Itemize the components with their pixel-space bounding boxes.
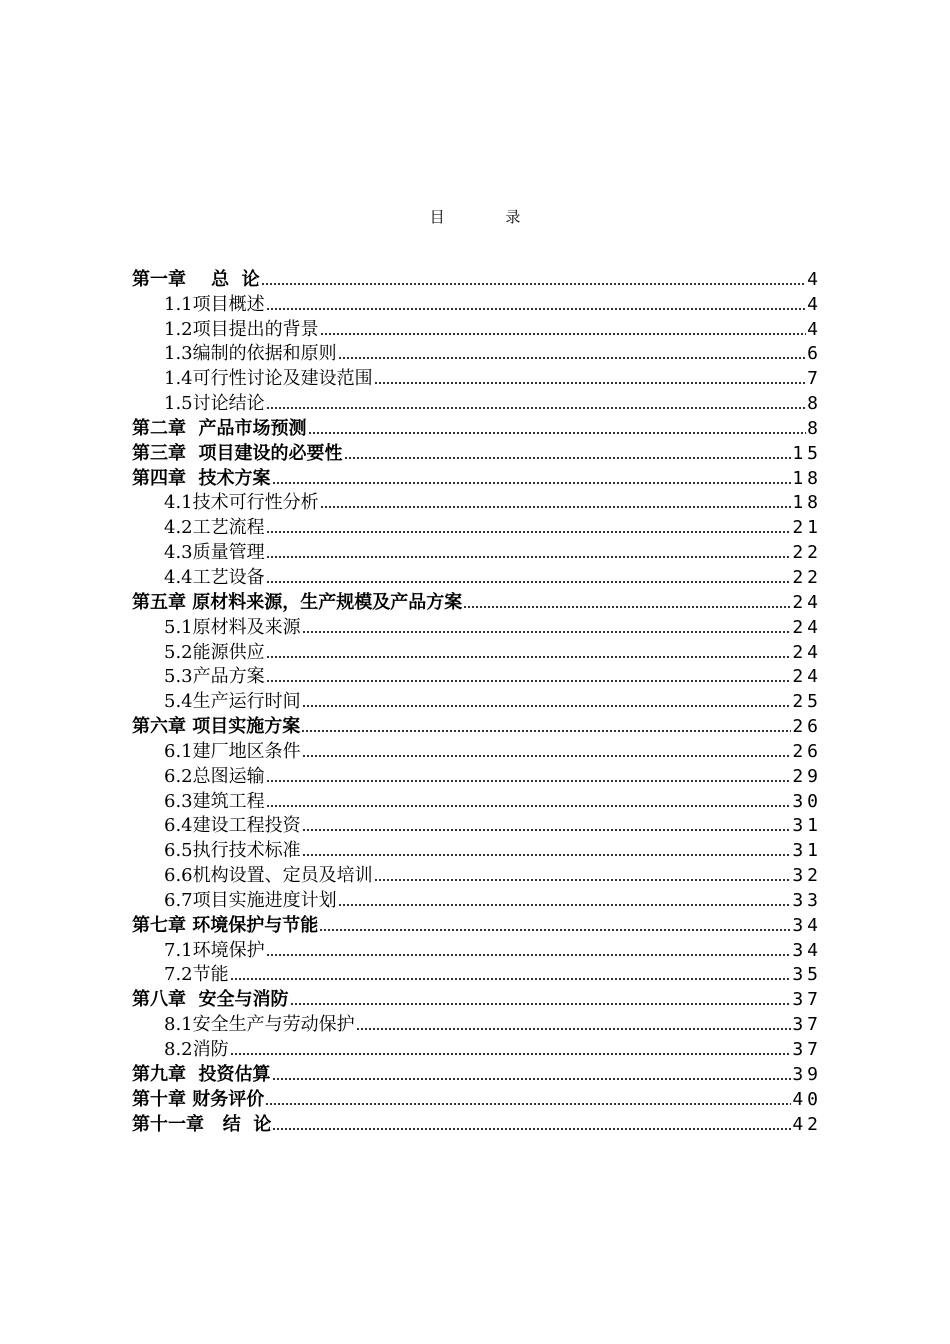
toc-section-entry[interactable] <box>132 514 822 539</box>
dot-leader <box>338 356 807 360</box>
dot-leader <box>272 1127 791 1131</box>
toc-page-number: 6 <box>807 343 822 365</box>
toc-entry-label: 1.1项目概述 <box>164 293 265 315</box>
toc-page-number: 34 <box>792 939 822 961</box>
dot-leader <box>302 754 792 758</box>
toc-entry-label: 6.7项目实施进度计划 <box>164 889 337 911</box>
toc-section-entry[interactable] <box>132 738 822 763</box>
toc-chapter-entry[interactable] <box>132 415 822 440</box>
toc-page-number: 40 <box>792 1088 822 1110</box>
toc-page-number: 31 <box>792 840 822 862</box>
dot-leader <box>290 1002 792 1006</box>
dot-leader <box>344 456 792 460</box>
toc-entry-label: 5.2能源供应 <box>164 641 265 663</box>
toc-page-number: 37 <box>792 1014 822 1036</box>
toc-section-entry[interactable] <box>132 365 822 390</box>
toc-page-number: 18 <box>792 467 822 489</box>
toc-chapter-entry[interactable] <box>132 912 822 937</box>
dot-leader <box>272 1077 792 1081</box>
dot-leader <box>320 505 792 509</box>
toc-page-number: 32 <box>792 865 822 887</box>
dot-leader <box>301 729 791 733</box>
toc-page-number: 4 <box>807 268 822 290</box>
toc-section-entry[interactable] <box>132 1036 822 1061</box>
toc-entry-label: 4.2工艺流程 <box>164 517 265 539</box>
toc-entry-label: 8.2消防 <box>164 1039 229 1060</box>
toc-chapter-entry[interactable] <box>132 1086 822 1111</box>
toc-section-entry[interactable] <box>132 341 822 366</box>
toc-page-number: 4 <box>807 318 822 340</box>
toc-entry-label: 5.3产品方案 <box>164 666 265 688</box>
toc-page-number: 25 <box>792 691 822 713</box>
toc-entry-label: 5.1原材料及来源 <box>164 616 301 638</box>
dot-leader <box>302 704 792 708</box>
toc-entry-label: 5.4生产运行时间 <box>164 691 301 713</box>
toc-entry-label: 4.3质量管理 <box>164 542 265 564</box>
toc-section-entry[interactable] <box>132 539 822 564</box>
toc-entry-label: 6.5执行技术标准 <box>164 840 301 862</box>
toc-page-number: 15 <box>792 442 822 464</box>
toc-page-number: 24 <box>792 616 822 638</box>
dot-leader <box>266 655 792 659</box>
toc-entry-label: 第二章 产品市场预测 <box>132 417 307 439</box>
toc-section-entry[interactable] <box>132 614 822 639</box>
toc-section-entry[interactable] <box>132 862 822 887</box>
toc-page-number: 39 <box>792 1063 822 1085</box>
toc-page-number: 26 <box>792 716 822 738</box>
toc-section-entry[interactable] <box>132 763 822 788</box>
toc-entry-label: 第八章 安全与消防 <box>132 989 289 1011</box>
dot-leader <box>261 282 807 286</box>
toc-entry-label: 第四章 技术方案 <box>132 467 271 489</box>
toc-chapter-entry[interactable] <box>132 986 822 1011</box>
toc-page-number: 31 <box>792 815 822 837</box>
toc-section-entry[interactable] <box>132 788 822 813</box>
toc-page-number: 29 <box>792 765 822 787</box>
dot-leader <box>338 903 792 907</box>
toc-chapter-entry[interactable] <box>132 589 822 614</box>
dot-leader <box>272 481 792 485</box>
toc-section-entry[interactable] <box>132 639 822 664</box>
dot-leader <box>374 878 792 882</box>
toc-section-entry[interactable] <box>132 664 822 689</box>
dot-leader <box>266 307 807 311</box>
toc-entry-label: 第三章 项目建设的必要性 <box>132 442 343 464</box>
dot-leader <box>266 779 792 783</box>
toc-entry-label: 4.4工艺设备 <box>164 566 265 588</box>
toc-entry-label: 第十一章 结 论 <box>132 1113 272 1135</box>
dot-leader <box>319 928 791 932</box>
toc-entry-label: 1.2项目提出的背景 <box>164 318 319 340</box>
toc-entry-label: 第十章 财务评价 <box>132 1088 265 1110</box>
toc-page-number: 24 <box>792 591 822 613</box>
dot-leader <box>320 332 807 336</box>
toc-page-number: 4 <box>807 293 822 315</box>
toc-section-entry[interactable] <box>132 291 822 316</box>
dot-leader <box>302 853 792 857</box>
toc-section-entry[interactable] <box>132 390 822 415</box>
toc-entry-label: 6.4建设工程投资 <box>164 815 301 837</box>
toc-entry-label: 4.1技术可行性分析 <box>164 492 319 514</box>
toc-section-entry[interactable] <box>132 937 822 962</box>
toc-chapter-entry[interactable] <box>132 266 822 291</box>
toc-page-number: 21 <box>792 517 822 539</box>
dot-leader <box>265 1102 791 1106</box>
toc-chapter-entry[interactable] <box>132 1061 822 1086</box>
dot-leader <box>463 605 791 609</box>
toc-entry-label: 第六章 项目实施方案 <box>132 716 301 738</box>
toc-section-entry[interactable] <box>132 316 822 341</box>
dot-leader <box>302 630 792 634</box>
dot-leader <box>374 381 807 385</box>
toc-entry-label: 第七章 环境保护与节能 <box>132 914 319 936</box>
toc-entry-label: 6.2总图运输 <box>164 765 265 787</box>
toc-entry-label: 第五章 原材料来源，生产规模及产品方案 <box>132 591 463 613</box>
toc-page-number: 8 <box>807 393 822 415</box>
toc-section-entry[interactable] <box>132 1011 822 1036</box>
toc-entry-label: 第九章 投资估算 <box>132 1063 271 1085</box>
toc-section-entry[interactable] <box>132 962 822 987</box>
toc-page-number: 24 <box>792 641 822 663</box>
toc-page-number: 42 <box>792 1113 822 1135</box>
dot-leader <box>266 804 792 808</box>
toc-entry-label: 7.2节能 <box>164 964 229 986</box>
toc-section-entry[interactable] <box>132 813 822 838</box>
toc-page-number: 37 <box>792 1039 822 1060</box>
toc-section-entry[interactable] <box>132 837 822 862</box>
dot-leader <box>266 555 792 559</box>
dot-leader <box>230 977 792 981</box>
toc-page-number: 33 <box>792 889 822 911</box>
toc-section-entry[interactable] <box>132 887 822 912</box>
toc-page-number: 34 <box>792 914 822 936</box>
toc-page-number: 18 <box>792 492 822 514</box>
toc-page-number: 24 <box>792 666 822 688</box>
dot-leader <box>356 1027 792 1031</box>
toc-chapter-entry[interactable] <box>132 465 822 490</box>
toc-section-entry[interactable] <box>132 564 822 589</box>
dot-leader <box>266 953 792 957</box>
toc-page-number: 7 <box>807 368 822 390</box>
toc-page-number: 35 <box>792 964 822 986</box>
toc-page-number: 26 <box>792 740 822 762</box>
toc-entry-label: 6.6机构设置、定员及培训 <box>164 865 373 887</box>
toc-section-entry[interactable] <box>132 490 822 515</box>
toc-page-number: 8 <box>807 417 822 439</box>
toc-entry-label: 6.3建筑工程 <box>164 790 265 812</box>
toc-entry-label: 第一章 总 论 <box>132 268 260 290</box>
toc-entry-label: 7.1环境保护 <box>164 939 265 961</box>
dot-leader <box>266 530 792 534</box>
toc-entry-label: 1.3编制的依据和原则 <box>164 343 337 365</box>
toc-page-number: 30 <box>792 790 822 812</box>
dot-leader <box>230 1052 792 1056</box>
dot-leader <box>266 406 807 410</box>
toc-page-number: 22 <box>792 566 822 588</box>
page-title: 目 录 <box>429 208 549 226</box>
toc-page-number: 22 <box>792 542 822 564</box>
toc-chapter-entry[interactable] <box>132 440 822 465</box>
table-of-contents <box>132 266 822 1136</box>
toc-chapter-entry[interactable] <box>132 713 822 738</box>
dot-leader <box>302 828 792 832</box>
toc-entry-label: 1.5讨论结论 <box>164 393 265 415</box>
toc-page-number: 37 <box>792 989 822 1011</box>
toc-entry-label: 8.1安全生产与劳动保护 <box>164 1014 355 1036</box>
dot-leader <box>266 679 792 683</box>
toc-entry-label: 1.4可行性讨论及建设范围 <box>164 368 373 390</box>
toc-chapter-entry[interactable] <box>132 1111 822 1136</box>
toc-section-entry[interactable] <box>132 688 822 713</box>
dot-leader <box>266 580 792 584</box>
dot-leader <box>308 431 807 435</box>
toc-entry-label: 6.1建厂地区条件 <box>164 740 301 762</box>
